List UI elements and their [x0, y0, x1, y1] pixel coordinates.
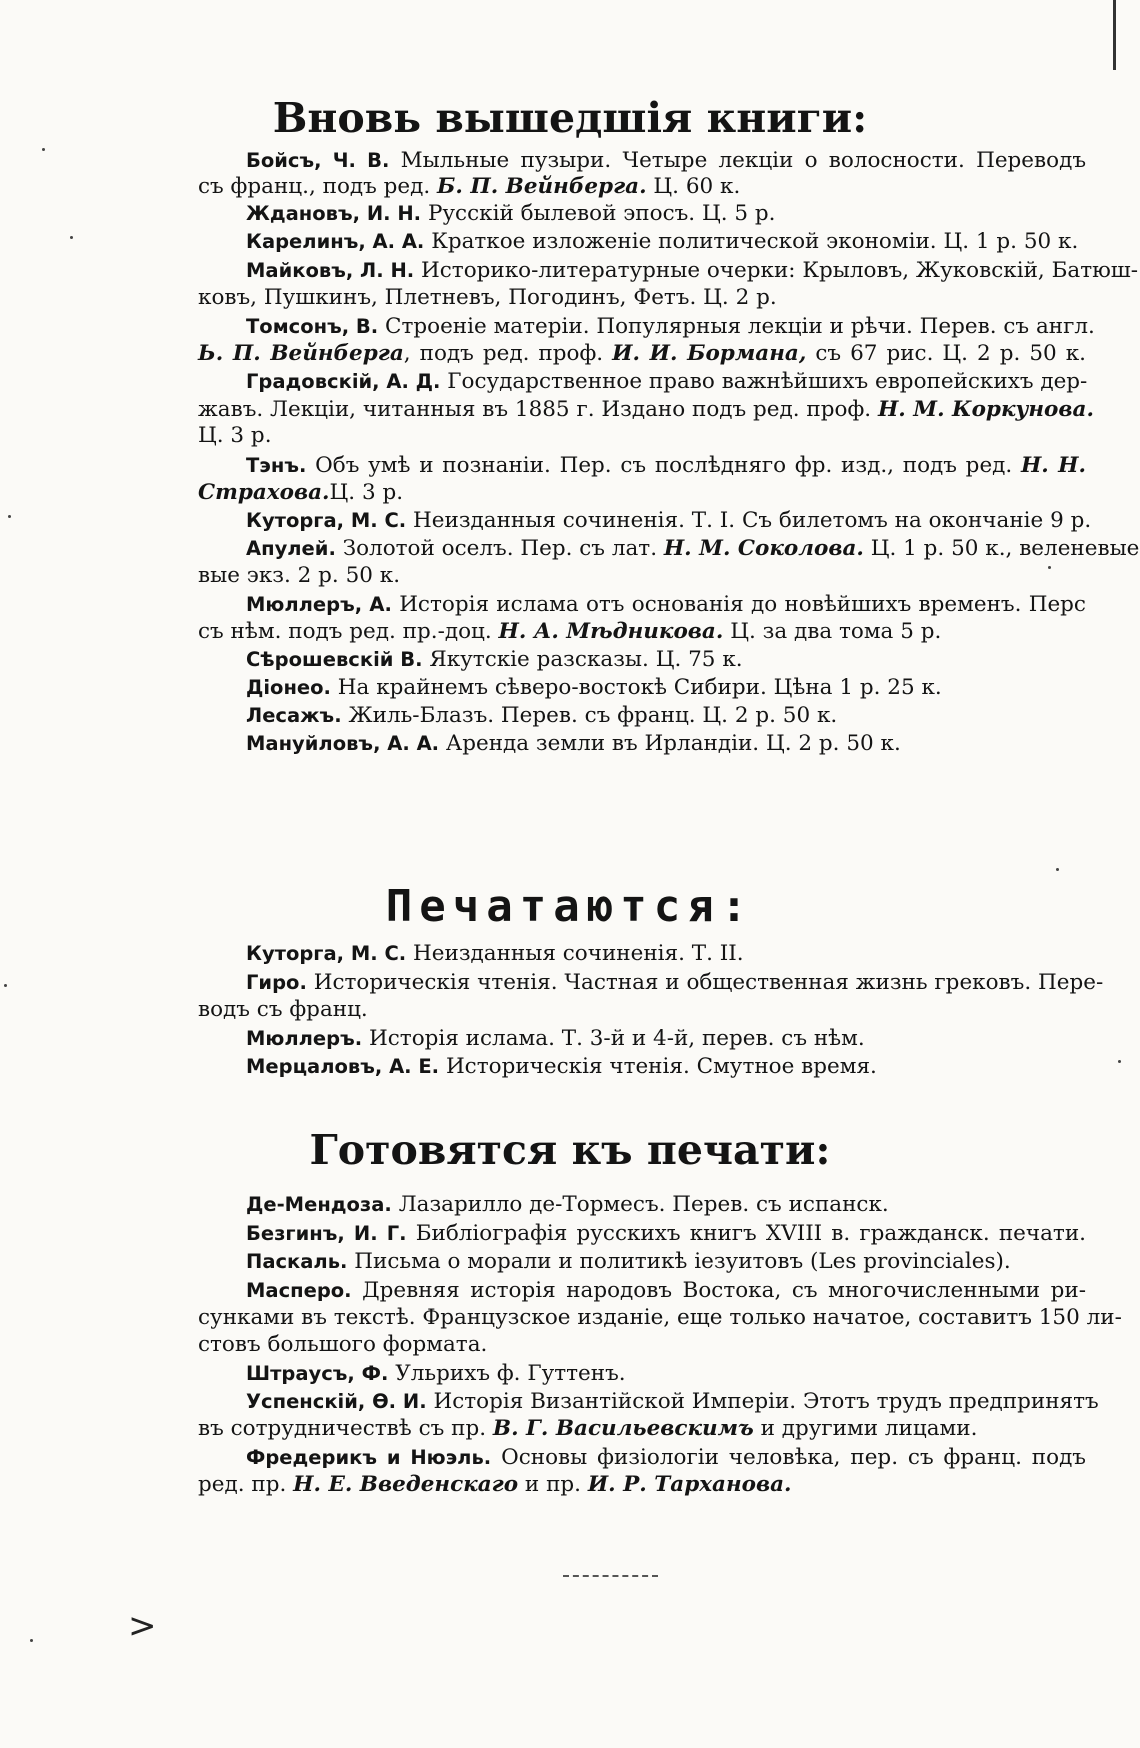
entry-line: Де-Мендоза. Лазарилло де-Тормесъ. Перев. съ испанск.: [246, 1192, 889, 1217]
entry-line: Майковъ, Л. Н. Историко-литературные очерки: Крыловъ, Жуковскій, Батюш-: [246, 258, 1139, 283]
entry-line: вые экз. 2 р. 50 к.: [198, 563, 401, 588]
entry-line: Апулей. Золотой оселъ. Пер. съ лат. Н. М. Соколова. Ц. 1 р. 50 к., веленевые: [246, 536, 1140, 561]
entry-line: Ь. П. Вейнберга, подъ ред. проф. И. И. Бормана, съ 67 рис. Ц. 2 р. 50 к.: [198, 341, 1086, 366]
entry-line: Мюллеръ. Исторія ислама. Т. 3-й и 4-й, перев. съ нѣм.: [246, 1026, 865, 1051]
scan-speck: [8, 515, 11, 518]
scan-speck: [1118, 1060, 1121, 1063]
scan-speck: [1056, 868, 1059, 871]
entry-line: съ нѣм. подъ ред. пр.-доц. Н. А. Мѣдникова. Ц. за два тома 5 р.: [198, 619, 942, 644]
entry-line: Діонео. На крайнемъ сѣверо-востокѣ Сибири. Цѣна 1 р. 25 к.: [246, 675, 942, 700]
section-title-new-books: Вновь вышедшія книги:: [272, 94, 868, 142]
entry-line: Бойсъ, Ч. В. Мыльные пузыри. Четыре лекціи о волосности. Переводъ: [246, 148, 1086, 173]
entry-line: Штраусъ, Ф. Ульрихъ ф. Гуттенъ.: [246, 1361, 626, 1386]
scan-speck: [1048, 566, 1051, 569]
scan-speck: [30, 1639, 33, 1642]
entry-line: Страхова.Ц. 3 р.: [198, 480, 404, 505]
entry-line: Гиро. Историческія чтенія. Частная и общественная жизнь грековъ. Пере-: [246, 970, 1104, 995]
entry-line: Градовскій, А. Д. Государственное право важнѣйшихъ европейскихъ дер-: [246, 369, 1088, 394]
entry-line: Успенскій, Ѳ. И. Исторія Византійской Имперіи. Этотъ трудъ предпринятъ: [246, 1389, 1099, 1414]
closing-rule: [563, 1575, 658, 1577]
entry-line: Мюллеръ, А. Исторія ислама отъ основанія до новѣйшихъ временъ. Перс: [246, 592, 1086, 617]
entry-line: Тэнъ. Объ умѣ и познаніи. Пер. съ послѣдняго фр. изд., подъ ред. Н. Н.: [246, 453, 1086, 478]
entry-line: съ франц., подъ ред. Б. П. Вейнберга. Ц. 60 к.: [198, 174, 741, 199]
section-title-printing: Печатаются:: [385, 881, 755, 932]
entry-line: стовъ большого формата.: [198, 1332, 488, 1357]
entry-line: Мануйловъ, А. А. Аренда земли въ Ирландіи. Ц. 2 р. 50 к.: [246, 731, 901, 756]
scan-speck: [4, 984, 7, 987]
entry-line: въ сотрудничествѣ съ пр. В. Г. Васильевскимъ и другими лицами.: [198, 1416, 978, 1441]
entry-line: Томсонъ, В. Строеніе матеріи. Популярныя лекціи и рѣчи. Перев. съ англ.: [246, 314, 1095, 339]
entry-line: Карелинъ, А. А. Краткое изложеніе политической экономіи. Ц. 1 р. 50 к.: [246, 229, 1079, 254]
entry-line: Лесажъ. Жиль-Блазъ. Перев. съ франц. Ц. 2 р. 50 к.: [246, 703, 838, 728]
scan-speck: [70, 236, 73, 239]
entry-line: Безгинъ, И. Г. Библіографія русскихъ книгъ XVIII в. гражданск. печати.: [246, 1221, 1086, 1246]
scan-edge-line: [1113, 0, 1116, 70]
entry-line: Паскаль. Письма о морали и политикѣ іезуитовъ (Les provinciales).: [246, 1249, 1011, 1274]
entry-line: Куторга, М. С. Неизданныя сочиненія. Т. II.: [246, 941, 744, 966]
entry-line: Ц. 3 р.: [198, 423, 272, 448]
entry-line: Куторга, М. С. Неизданныя сочиненія. Т. I. Съ билетомъ на окончаніе 9 р.: [246, 508, 1092, 533]
entry-line: жавъ. Лекціи, читанныя въ 1885 г. Издано подъ ред. проф. Н. М. Коркунова.: [198, 397, 1094, 422]
entry-line: Ждановъ, И. Н. Русскій былевой эпосъ. Ц. 5 р.: [246, 201, 776, 226]
entry-line: сунками въ текстѣ. Французское изданіе, еще только начатое, составитъ 150 ли-: [198, 1305, 1122, 1330]
scan-speck: [42, 148, 45, 151]
margin-mark: >: [128, 1606, 157, 1646]
entry-line: Фредерикъ и Нюэль. Основы физіологіи человѣка, пер. съ франц. подъ: [246, 1445, 1086, 1470]
entry-line: Сѣрошевскій В. Якутскіе разсказы. Ц. 75 к.: [246, 647, 743, 672]
entry-line: Мерцаловъ, А. Е. Историческія чтенія. Смутное время.: [246, 1054, 877, 1079]
entry-line: ред. пр. Н. Е. Введенскаго и пр. И. Р. Тарханова.: [198, 1472, 792, 1497]
entry-line: Масперо. Древняя исторія народовъ Востока, съ многочисленными ри-: [246, 1278, 1086, 1303]
section-title-preparing: Готовятся къ печати:: [309, 1126, 831, 1174]
entry-line: водъ съ франц.: [198, 997, 368, 1022]
entry-line: ковъ, Пушкинъ, Плетневъ, Погодинъ, Фетъ. Ц. 2 р.: [198, 285, 777, 310]
